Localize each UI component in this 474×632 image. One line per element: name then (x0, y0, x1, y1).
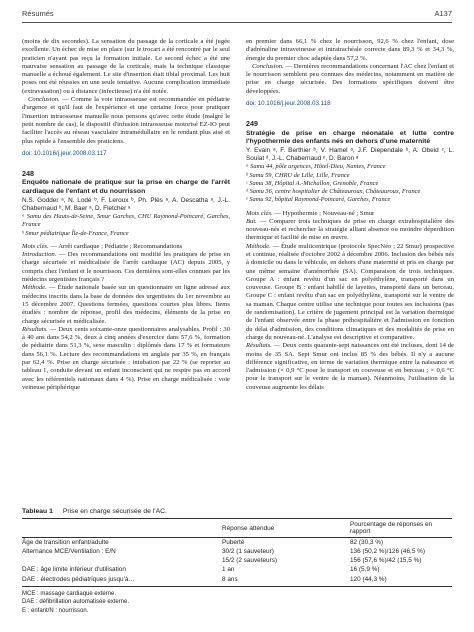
table-cell: 30/2 (1 sauveteur) (222, 547, 274, 555)
article-affiliation: ᶜ Samu 38, Hôpital A.-Michallon, Grenoble, France (246, 179, 379, 187)
table-cell (22, 557, 222, 566)
table-header-row (22, 519, 452, 538)
article-section (22, 284, 230, 325)
right-column (246, 38, 454, 392)
table-cell: 120 (44,3 %) (350, 575, 452, 586)
table-cell: 82 (30,3 %) (350, 538, 384, 546)
article-authors: Y. Evain ᵃ, F. Berthier ᵇ, V. Hamel ᵃ, J.F. Diependale ᵇ, A. Obeid ᶜ, L. Soulat ᵈ, J.-L. Chabernaud ᵉ, D. Baron ᵃ (246, 147, 454, 163)
table-cell: Âge de transition enfant/adulte (22, 538, 109, 546)
table-cell: DAE : âge limite inférieur d'utilisation (22, 566, 126, 574)
article-number: 249 (246, 119, 258, 129)
table-caption-text: Prise en charge sécurisée de l'AC. (62, 508, 167, 515)
table-cell: Alternance MCE/Ventilation : E/N (22, 547, 116, 555)
article-title: Enquête nationale de pratique sur la prise en charge de l'arrêt cardiaque de l'enfant et du nourrisson (22, 179, 230, 195)
section-text: — Étude multicentrique (protocole SpecNéo ; 22 Smur) prospective et continue, réalisée d'octobre 2002 à décembre 2006. Inclusion des bébés nés à domicile ou dans le véhicule, en dehors d'une maternité et pris en charge par une même semaine d'aménorrhée (SA). Comparaison de trois techniques. Groupe A : enfant revêtu d'un sac en polyéthylène, transporté dans un couveuse. Groupe B : enfant habillé de layettes, transporté dans un berceau. Groupe C : enfant revêtu d'un sac en polyéthylène, transporté sur le ventre de sa maman. Chaque centre utilise une technique pour toutes ses inclusions (pas de randomisation). Le critère de jugement principal est la variation thermique de l'enfant observée entre la phase préhospitalière et l'admission en fonction du délai d'admission, des conditions climatiques et des modalités de prise en charge du nouveau-né. L'analyse est descriptive et comparative. (246, 242, 454, 341)
left-conclusion (22, 96, 230, 146)
section-label: Résultats. (246, 342, 272, 350)
article-section (22, 326, 230, 392)
right-conclusion-text: — Dernières recommandations concernant l'AC chez l'enfant et le nourrisson semblent peu connues des médecins, notamment en matière de prise en charge sécurisée. Des formations spécifiques doivent être développées. (246, 62, 454, 95)
left-column (22, 38, 230, 392)
left-conclusion-label: Conclusion. (28, 96, 60, 104)
section-text: — Étude nationale basée sur un questionnaire en ligne adressé aux médecins inscrits dans la base de données des urgentistes du 1er novembre au 15 décembre 2007. Questions fermées, questions courtes plus libres. Items étudiés : nombre de réponse, profil des médecins, éléments de la prise en charge sécurisée et médicalisée. (22, 284, 230, 325)
table-row (22, 557, 452, 566)
table-cell: 136 (50,2 %)/126 (46,5 %) (350, 547, 425, 555)
right-intro-paragraph: en premier dans 66,1 % chez le nourrisson, 92,6 % chez l'enfant, dose d'adrénaline intraveineuse et intratrachéale correcte dans 89,3 % et 34,3 %, énergie du premier choc adaptée dans 57,2 %. (246, 38, 454, 62)
section-text: — Hypothermie ; Nouveau-né ; Smur (272, 209, 375, 217)
table-row (22, 566, 452, 575)
table-cell: 16 (5,9 %) (350, 566, 380, 574)
article-number: 248 (22, 169, 34, 179)
table-cell: 1 an (222, 566, 235, 574)
article-section (22, 251, 230, 284)
article-authors: N.S. Godder ᵃ, N. Lodé ᵇ, F. Leroux ᵇ, Ph. Plès ᵃ, A. Descatha ᵃ, J.-L. Chabernaud ᵇ, M. Baer ᵃ, D. Fletcher ᵃ (22, 196, 230, 213)
table-header-cell (22, 519, 222, 538)
article-affiliation: ᵈ Samu 36, centre hospitalier de Châteauroux, Châteauroux, France (246, 188, 421, 196)
article-section (246, 210, 454, 218)
section-label: Mots clés. (246, 209, 273, 217)
section-text: — Des recommandations ont modifié les pratiques de prise en charge sécurisée et médicalisée de l'arrêt cardiaque (AC) depuis 2005, y compris chez l'enfant et le nourrisson. Ces dernières sont-elles connues par les médecins urgentistes français ? (22, 251, 230, 284)
table-header-cell: Réponse attendue (222, 519, 350, 538)
article-section (246, 342, 454, 392)
article-section (246, 218, 454, 243)
table-cell: DAE : électrodes pédiatriques jusqu'à… (22, 575, 222, 586)
section-text: — Arrêt cardiaque ; Pédiatrie ; Recommandations (48, 242, 183, 250)
section-text: — Deux cents soixante-onze questionnaires analysables. Profil : 30 à 40 ans dans 54,2 %, deux à cinq années d'exercice dans 57,6 %, formation de pédiatrie dans 51,3 %, sexe masculin : diplômés dans 17 % et formateurs dans 56,1 %. Lecture des recommandations en anglais par 35 %, en français par 62,4 %. Prise en charge sécurisée : intubation par 22 % (se reporter au tableau 1, conduite devant un enfant inconscient qui ne respire pas en accord avec les référentiels nationaux dans 4 %). Prise en charge médicalisée : voie veineuse périphérique (22, 325, 230, 391)
table-row (22, 547, 452, 556)
right-doi-link[interactable]: doi: 10.1016/j.jeur.2008.03.118 (246, 100, 331, 108)
right-conclusion (246, 63, 454, 96)
table-header-cell: Pourcentage de réponses en rapport (350, 519, 452, 538)
section-label: Méthode. (246, 242, 271, 250)
table-row (22, 575, 452, 586)
article-affiliation: ᵉ Samu 92, hôpital Raymond-Poincaré, Garches, France (246, 196, 391, 204)
section-label: Résultats. (22, 325, 48, 333)
left-conclusion-text: — Comme la voie intraosseuse est recommandée en pédiatrie d'urgence et qu'il faut de l'expérience et une certaine force pour pratiquer l'insertion intraosseuse manuelle nous pensons qu'avec cette étude (malgré le petit nombre de cas), le dispositif d'infusion intraosseuse motorisé EZ-IO peut faciliter l'accès au réseau vasculaire intramédullaire en le rendant plus aisé et plus rapide à l'ensemble des praticiens. (22, 96, 230, 145)
section-label: Introduction. (22, 251, 57, 259)
section-label: But. (246, 217, 257, 225)
table-1 (22, 508, 452, 615)
article-section (246, 243, 454, 343)
right-conclusion-label: Conclusion. (252, 62, 284, 70)
section-label: Mots clés. (22, 242, 49, 250)
data-table (22, 518, 452, 587)
table-note: E : enfant/N : nourrisson. (22, 607, 89, 614)
article-title: Stratégie de prise en charge néonatale et lutte contre l'hypothermie des enfants nés en dehors d'une maternité (246, 129, 454, 145)
table-note: MCE : massage cardiaque externe. (22, 590, 117, 597)
table-cell: 15/2 (2 sauveteurs) (222, 557, 278, 565)
table-note: DAE : défibrillation automatisée externe. (22, 599, 130, 606)
header-section-title: Résumés (22, 9, 54, 18)
section-text: — Deux cents quarante-sept naissances ont été incluses, dont 14 de moins de 35 SA. Sept Smur ont inclus 85 % des bébés. Il n'y a aucune différence significative, en terme de variation thermique entre la naissance et l'admission (× 0,9 °C pour le transport en couveuse et en berceau ; × 0,6 °C pour le transport sur le ventre de la maman). Néanmoins, l'utilisation de la couveuse augmente les délais (246, 342, 454, 391)
table-cell: 8 ans (222, 575, 350, 586)
header-rule (22, 22, 452, 23)
left-doi-link[interactable]: doi: 10.1016/j.jeur.2008.03.117 (22, 149, 107, 157)
article-affiliation: ᵇ Samu 59, CHRU de Lille, Lille, France (246, 171, 350, 179)
article-section (22, 243, 230, 251)
section-text: — Comparer trois techniques de prise en charge extrahospitalière des nouveau-nés et rechercher la stratégie alliant absence ou moindre déperdition thermique et facilité de mise en œuvre. (246, 217, 454, 242)
running-header (22, 9, 452, 21)
header-page-number: A137 (434, 9, 452, 18)
article-affiliation: ᵃ Samu 44, pôle urgences, Hôtel-Dieu, Nantes, France (246, 163, 386, 171)
article-affiliation: ᵇ Smur pédiatrique Île-de-France, France (22, 229, 129, 237)
table-label: Tableau 1 (22, 508, 53, 515)
table-row (22, 538, 452, 548)
article-affiliation: ᵃ Samu des Hauts-de-Seine, Smur Garches, CHU Raymond-Poincaré, Garches, France (22, 213, 230, 229)
table-caption (22, 508, 452, 515)
table-notes (22, 590, 452, 616)
left-intro-paragraph: (moins de dix secondes). La sensation du passage de la corticale a été jugée excellente. Un échec de mise en place (sur le trocart a été rencontré par le seul praticien n'ayant pas reçu la formation initiale. Le second échec a été une mauvaise sensation au passage de la corticale, mais la technique classique manuelle a échoué également. Le site d'insertion était tibial proximal. Les huit poses ont été réussies en une seule tentative. Aucune complication immédiate (extravasation) ou à distance (infectieuse) n'a été notée. (22, 38, 230, 95)
table-cell: 156 (57,6 %)/42 (15,5 %) (350, 557, 422, 565)
table-cell: Puberté (222, 538, 245, 546)
section-label: Méthode. (22, 284, 47, 292)
